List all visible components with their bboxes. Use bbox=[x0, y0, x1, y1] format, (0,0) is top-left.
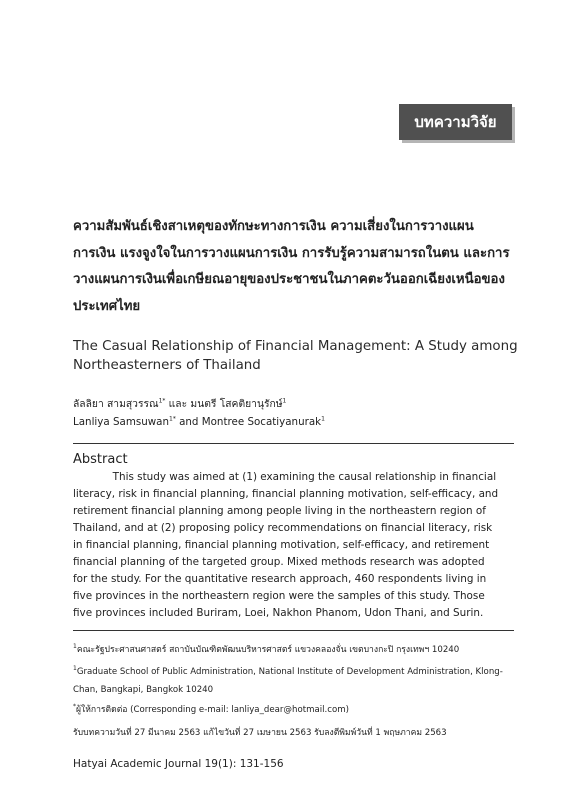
authors-thai bbox=[73, 396, 325, 414]
abstract-line: literacy, risk in financial planning, financial planning motivation, self-efficacy, and bbox=[73, 488, 499, 501]
abstract-line: five provinces in the northeastern region were the samples of this study. Those bbox=[73, 590, 485, 603]
abstract-line: Thailand, and at (2) proposing policy recommendations on financial literacy, risk bbox=[73, 522, 493, 535]
footnote-thai-affiliation bbox=[73, 644, 459, 657]
english-title bbox=[73, 337, 518, 375]
divider-top bbox=[73, 443, 514, 444]
abstract-line: in financial planning, financial planning motivation, self-efficacy, and retirement bbox=[73, 539, 490, 552]
author-1-english: Lanliya Samsuwan bbox=[73, 415, 169, 428]
author-conjunction: and bbox=[175, 415, 202, 428]
footnote-text: คณะรัฐประศาสนศาสตร์ สถาบันบัณฑิตพัฒนบริหารศาสตร์ แขวงคลองจั่น เขตบางกะปิ กรุงเทพฯ 10240 bbox=[76, 645, 460, 655]
journal-citation: Hatyai Academic Journal 19(1): 131-156 bbox=[73, 758, 284, 770]
author-2-thai: มนตรี โสคติยานุรักษ์ bbox=[190, 398, 283, 410]
footnote-text: Chan, Bangkapi, Bangkok 10240 bbox=[73, 685, 214, 695]
thai-title-line: ประเทศไทย bbox=[73, 298, 141, 314]
author-2-affiliation: 1 bbox=[321, 415, 325, 423]
footnote-marker: 1 bbox=[73, 643, 77, 651]
footnote-corresponding bbox=[73, 704, 349, 717]
abstract-line: five provinces included Buriram, Loei, Nakhon Phanom, Udon Thani, and Surin. bbox=[73, 607, 484, 620]
author-1-affiliation: 1* bbox=[158, 397, 166, 405]
abstract-line: for the study. For the quantitative research approach, 460 respondents living in bbox=[73, 573, 487, 586]
author-1-thai: ลัลลิยา สามสุวรรณ bbox=[73, 398, 159, 410]
footnote-english-affiliation bbox=[73, 666, 503, 679]
thai-title-line: การเงิน แรงจูงใจในการวางแผนการเงิน การรับรู้ความสามารถในตน และการ bbox=[73, 245, 510, 261]
thai-title-line: วางแผนการเงินเพื่อเกษียณอายุของประชาชนในภาคตะวันออกเฉียงเหนือของ bbox=[73, 272, 505, 287]
footnote-marker: 1 bbox=[73, 665, 77, 673]
english-title-line: The Casual Relationship of Financial Management: A Study among bbox=[73, 339, 518, 354]
article-dates: รับบทความวันที่ 27 มีนาคม 2563 แก้ไขวันที่ 27 เมษายน 2563 รับลงตีพิมพ์วันที่ 1 พฤษภาคม 2563 bbox=[73, 728, 447, 738]
authors-english bbox=[73, 414, 325, 432]
footnote-text: ผู้ให้การติดต่อ (Corresponding e-mail: lanliya_dear@hotmail.com) bbox=[76, 705, 349, 715]
footnote-english-affiliation-cont bbox=[73, 684, 213, 697]
abstract-body bbox=[73, 469, 514, 622]
divider-bottom bbox=[73, 630, 514, 631]
thai-title-line: ความสัมพันธ์เชิงสาเหตุของทักษะทางการเงิน ความเสี่ยงในการวางแผน bbox=[73, 219, 474, 234]
author-2-affiliation: 1 bbox=[282, 397, 287, 405]
abstract-line: retirement financial planning among people living in the northeastern region of bbox=[73, 505, 486, 518]
author-2-english: Montree Socatiyanurak bbox=[201, 415, 322, 428]
english-title-line: Northeasterners of Thailand bbox=[73, 358, 261, 373]
abstract-line: financial planning of the targeted group. Mixed methods research was adopted bbox=[73, 556, 485, 569]
footnote-text: Graduate School of Public Administration, National Institute of Development Administration, Klong- bbox=[76, 667, 503, 677]
abstract-heading: Abstract bbox=[73, 452, 128, 467]
thai-title bbox=[73, 214, 513, 320]
abstract-line: This study was aimed at (1) examining the causal relationship in financial bbox=[73, 471, 497, 483]
author-1-affiliation: 1* bbox=[169, 415, 176, 423]
authors bbox=[73, 396, 325, 431]
footnote-marker: * bbox=[73, 703, 76, 711]
article-type-badge: บทความวิจัย bbox=[399, 104, 512, 140]
author-conjunction: และ bbox=[165, 398, 191, 410]
